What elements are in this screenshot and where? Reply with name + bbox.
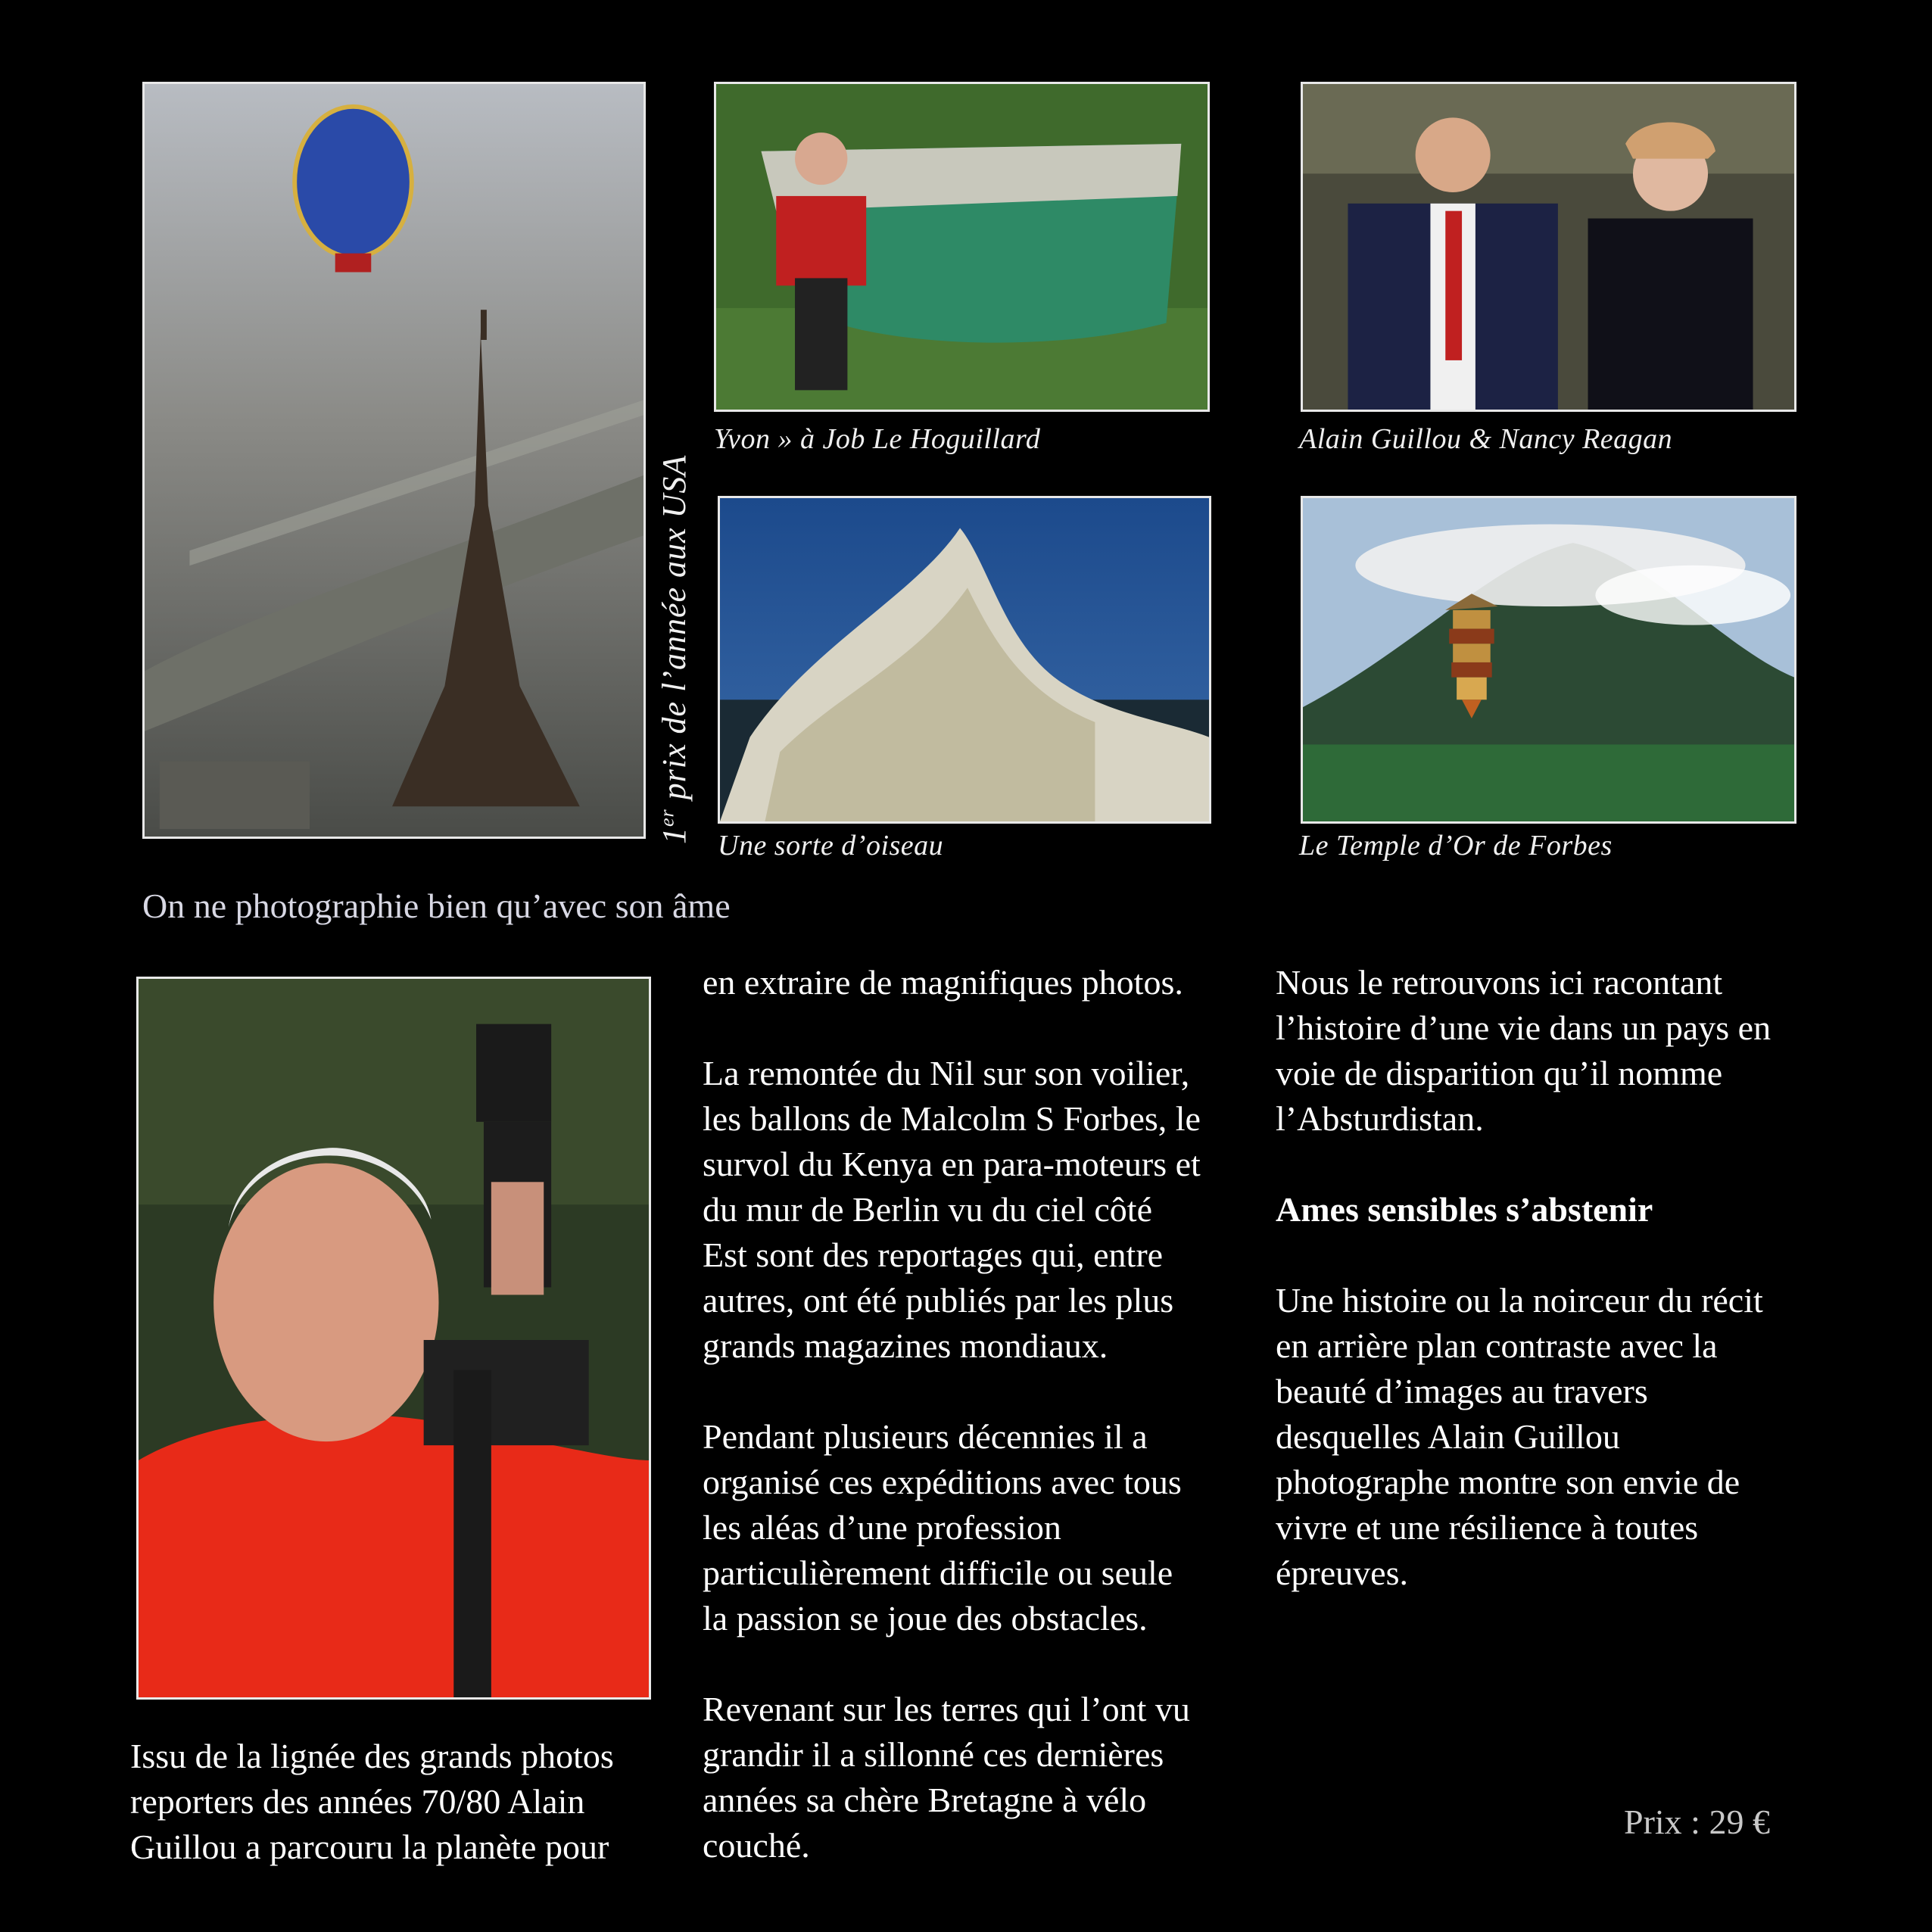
photo-eiffel-balloon	[142, 82, 646, 839]
caption-temple: Le Temple d’Or de Forbes	[1299, 830, 1613, 862]
paragraph-bretagne: Revenant sur les terres qui l’ont vu grandir il a sillonné ces dernières années sa chère Bretagne à vélo couché.	[703, 1690, 1190, 1865]
tagline: On ne photographie bien qu’avec son âme	[142, 887, 731, 925]
caption-wave: Une sorte d’oiseau	[718, 830, 944, 862]
paragraph-absturdistan: Nous le retrouvons ici racontant l’histoire d’une vie dans un pays en voie de disparition qu’il nomme l’Absturdistan.	[1276, 963, 1772, 1138]
warning-heading: Ames sensibles s’abstenir	[1276, 1190, 1653, 1229]
text-column-2	[703, 960, 1263, 1914]
paragraph-histoire: Une histoire ou la noirceur du récit en arrière plan contraste avec la beauté d’images au travers desquelles Alain Guillou photographe montre son envie de vivre et une résilience à toutes épreuves.	[1276, 1281, 1763, 1592]
paragraph-intro: Issu de la lignée des grands photos reporters des années 70/80 Alain Guillou a parcouru la planète pour	[130, 1737, 614, 1866]
paragraph-expeditions: Pendant plusieurs décennies il a organisé ces expéditions avec tous les aléas d’une profession particulièrement difficile ou seule la passion se joue des obstacles.	[703, 1417, 1182, 1638]
photo-temple	[1301, 496, 1796, 824]
paragraph-reportages: La remontée du Nil sur son voilier, les ballons de Malcolm S Forbes, le survol du Kenya en para-moteurs et du mur de Berlin vu du ciel côté Est sont des reportages qui, entre autres, ont été publiés par les plus grands magazines mondiaux.	[703, 1054, 1201, 1365]
photo-boat	[714, 82, 1210, 412]
price-label: Prix : 29 €	[1624, 1803, 1770, 1841]
text-column-3	[1276, 960, 1851, 1641]
caption-boat: Yvon » à Job Le Hoguillard	[714, 423, 1041, 455]
caption-reagan: Alain Guillou & Nancy Reagan	[1299, 423, 1673, 455]
photo-wave	[718, 496, 1211, 824]
text-column-1	[130, 1734, 675, 1915]
photo-reagan	[1301, 82, 1796, 412]
paragraph-continuation: en extraire de magnifiques photos.	[703, 963, 1183, 1002]
vertical-caption-award: 1er prix de l’année aux USA	[656, 454, 693, 844]
photo-portrait	[136, 977, 651, 1700]
